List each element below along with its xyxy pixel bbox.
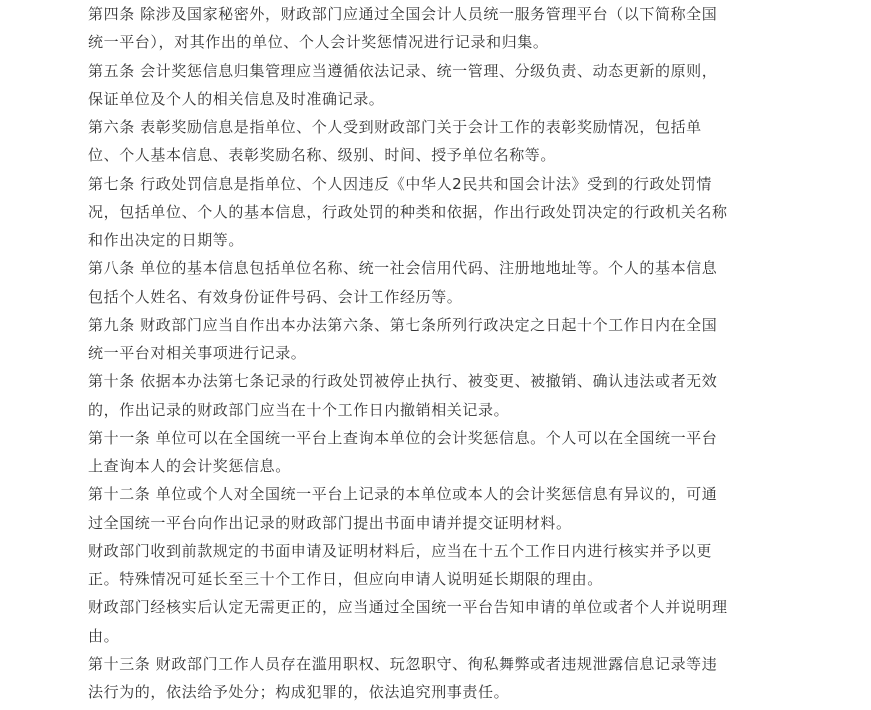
paragraph-article-12-p2 xyxy=(88,537,788,594)
text-line: 第七条 行政处罚信息是指单位、个人因违反《中华人2民共和国会计法》受到的行政处罚情 xyxy=(88,174,712,193)
paragraph-article-4 xyxy=(88,0,788,57)
text-line: 第四条 除涉及国家秘密外，财政部门应通过全国会计人员统一服务管理平台（以下简称全国 xyxy=(88,5,718,23)
text-line: 财政部门收到前款规定的书面申请及证明材料后，应当在十五个工作日内进行核实并予以更 xyxy=(88,541,713,560)
text-line: 第十一条 单位可以在全国统一平台上查询本单位的会计奖惩信息。个人可以在全国统一平台 xyxy=(88,428,718,447)
paragraph-article-9 xyxy=(88,311,788,368)
text-line: 保证单位及个人的相关信息及时准确记录。 xyxy=(88,89,385,108)
paragraph-article-13 xyxy=(88,650,788,707)
paragraph-article-10 xyxy=(88,367,788,424)
text-line: 况，包括单位、个人的基本信息，行政处罚的种类和依据，作出行政处罚决定的行政机关名称 xyxy=(88,202,728,221)
text-line: 第六条 表彰奖励信息是指单位、个人受到财政部门关于会计工作的表彰奖励情况，包括单 xyxy=(88,118,702,136)
text-line: 财政部门经核实后认定无需更正的，应当通过全国统一平台告知申请的单位或者个人并说明理 xyxy=(88,598,728,617)
text-line: 第十条 依据本办法第七条记录的行政处罚被停止执行、被变更、被撤销、确认违法或者无效 xyxy=(88,372,718,391)
text-line: 第九条 财政部门应当自作出本办法第六条、第七条所列行政决定之日起十个工作日内在全国 xyxy=(88,315,718,334)
paragraph-article-6 xyxy=(88,113,788,170)
text-line: 统一平台对相关事项进行记录。 xyxy=(88,344,307,362)
text-line: 上查询本人的会计奖惩信息。 xyxy=(88,457,291,475)
paragraph-article-7 xyxy=(88,170,788,255)
text-line: 由。 xyxy=(88,626,120,645)
text-line: 和作出决定的日期等。 xyxy=(88,231,245,249)
paragraph-article-8 xyxy=(88,254,788,311)
text-line: 第十三条 财政部门工作人员存在滥用职权、玩忽职守、徇私舞弊或者违规泄露信息记录等违 xyxy=(88,654,718,673)
paragraph-article-5 xyxy=(88,57,788,114)
text-line: 位、个人基本信息、表彰奖励名称、级别、时间、授予单位名称等。 xyxy=(88,146,557,165)
paragraph-article-11 xyxy=(88,424,788,481)
paragraph-article-12 xyxy=(88,480,788,537)
paragraph-article-12-p3 xyxy=(88,593,788,650)
text-line: 第五条 会计奖惩信息归集管理应当遵循依法记录、统一管理、分级负责、动态更新的原则， xyxy=(88,61,718,80)
text-line: 第八条 单位的基本信息包括单位名称、统一社会信用代码、注册地地址等。个人的基本信息 xyxy=(88,259,718,278)
text-line: 统一平台），对其作出的单位、个人会计奖惩情况进行记录和归集。 xyxy=(88,33,549,52)
text-line: 法行为的，依法给予处分；构成犯罪的，依法追究刑事责任。 xyxy=(88,683,510,701)
text-line: 过全国统一平台向作出记录的财政部门提出书面申请并提交证明材料。 xyxy=(88,513,572,532)
text-line: 包括个人姓名、有效身份证件号码、会计工作经历等。 xyxy=(88,287,463,306)
text-line: 第十二条 单位或个人对全国统一平台上记录的本单位或本人的会计奖惩信息有异议的，可通 xyxy=(88,485,718,504)
text-line: 的，作出记录的财政部门应当在十个工作日内撤销相关记录。 xyxy=(88,400,510,419)
text-line: 正。特殊情况可延长至三十个工作日，但应向申请人说明延长期限的理由。 xyxy=(88,570,603,588)
document-body xyxy=(88,0,788,706)
